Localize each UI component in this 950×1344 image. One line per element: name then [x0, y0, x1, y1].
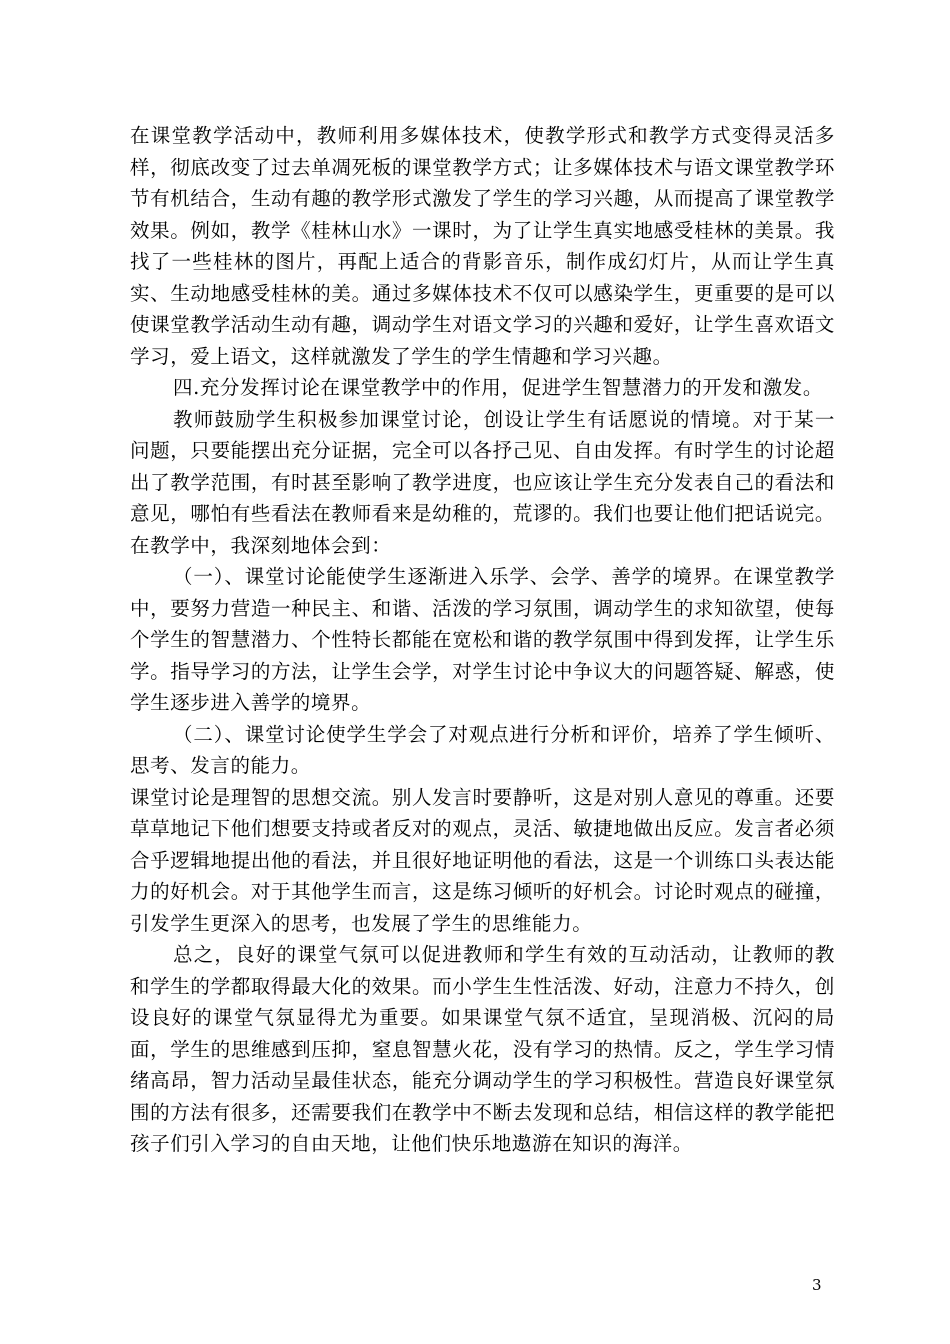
paragraph-point-two: （二）、课堂讨论使学生学会了对观点进行分析和评价，培养了学生倾听、思考、发言的能力。: [130, 722, 835, 777]
section-heading-four: 四.充分发挥讨论在课堂教学中的作用，促进学生智慧潜力的开发和激发。: [173, 376, 823, 399]
paragraph-conclusion: 总之，良好的课堂气氛可以促进教师和学生有效的互动活动，让教师的教和学生的学都取得最大化的效果。而小学生生性活泼、好动，注意力不持久，创设良好的课堂气氛显得尤为重要。如果课堂气氛不适宜，呈现消极、沉闷的局面，学生的思维感到压抑，窒息智慧火花，没有学习的热情。反之，学生学习情绪高昂，智力活动呈最佳状态，能充分调动学生的学习积极性。营造良好课堂氛围的方法有很多，还需要我们在教学中不断去发现和总结，相信这样的教学能把孩子们引入学习的自由天地，让他们快乐地遨游在知识的海洋。: [130, 943, 835, 1155]
paragraph-rational-exchange: 课堂讨论是理智的思想交流。别人发言时要静听，这是对别人意见的尊重。还要草草地记下他们想要支持或者反对的观点，灵活、敏捷地做出反应。发言者必须合乎逻辑地提出他的看法，并且很好地证明他的看法，这是一个训练口头表达能力的好机会。对于其他学生而言，这是练习倾听的好机会。讨论时观点的碰撞，引发学生更深入的思考，也发展了学生的思维能力。: [130, 785, 835, 935]
paragraph-point-one: （一）、课堂讨论能使学生逐渐进入乐学、会学、善学的境界。在课堂教学中，要努力营造一种民主、和谐、活泼的学习氛围，调动学生的求知欲望，使每个学生的智慧潜力、个性特长都能在宽松和谐的教学氛围中得到发挥，让学生乐学。指导学习的方法，让学生会学，对学生讨论中争议大的问题答疑、解惑，使学生逐步进入善学的境界。: [130, 565, 835, 714]
paragraph-multimedia: 在课堂教学活动中，教师利用多媒体技术，使教学形式和教学方式变得灵活多样，彻底改变了过去单凋死板的课堂教学方式；让多媒体技术与语文课堂教学环节有机结合，生动有趣的教学形式激发了学生的学习兴趣，从而提高了课堂教学效果。例如，教学《桂林山水》一课时，为了让学生真实地感受桂林的美景。我找了一些桂林的图片，再配上适合的背影音乐，制作成幻灯片，从而让学生真实、生动地感受桂林的美。通过多媒体技术不仅可以感染学生，更重要的是可以使课堂教学活动生动有趣，调动学生对语文学习的兴趣和爱好，让学生喜欢语文学习，爱上语文，这样就激发了学生的学生情趣和学习兴趣。: [130, 124, 835, 368]
page-number: 3: [812, 1276, 822, 1294]
paragraph-discussion: 教师鼓励学生积极参加课堂讨论，创设让学生有话愿说的情境。对于某一问题，只要能摆出充分证据，完全可以各抒己见、自由发挥。有时学生的讨论超出了教学范围，有时甚至影响了教学进度，也应该让学生充分发表自己的看法和意见，哪怕有些看法在教师看来是幼稚的，荒谬的。我们也要让他们把话说完。在教学中，我深刻地体会到：: [130, 407, 835, 557]
document-body: [130, 120, 835, 1160]
